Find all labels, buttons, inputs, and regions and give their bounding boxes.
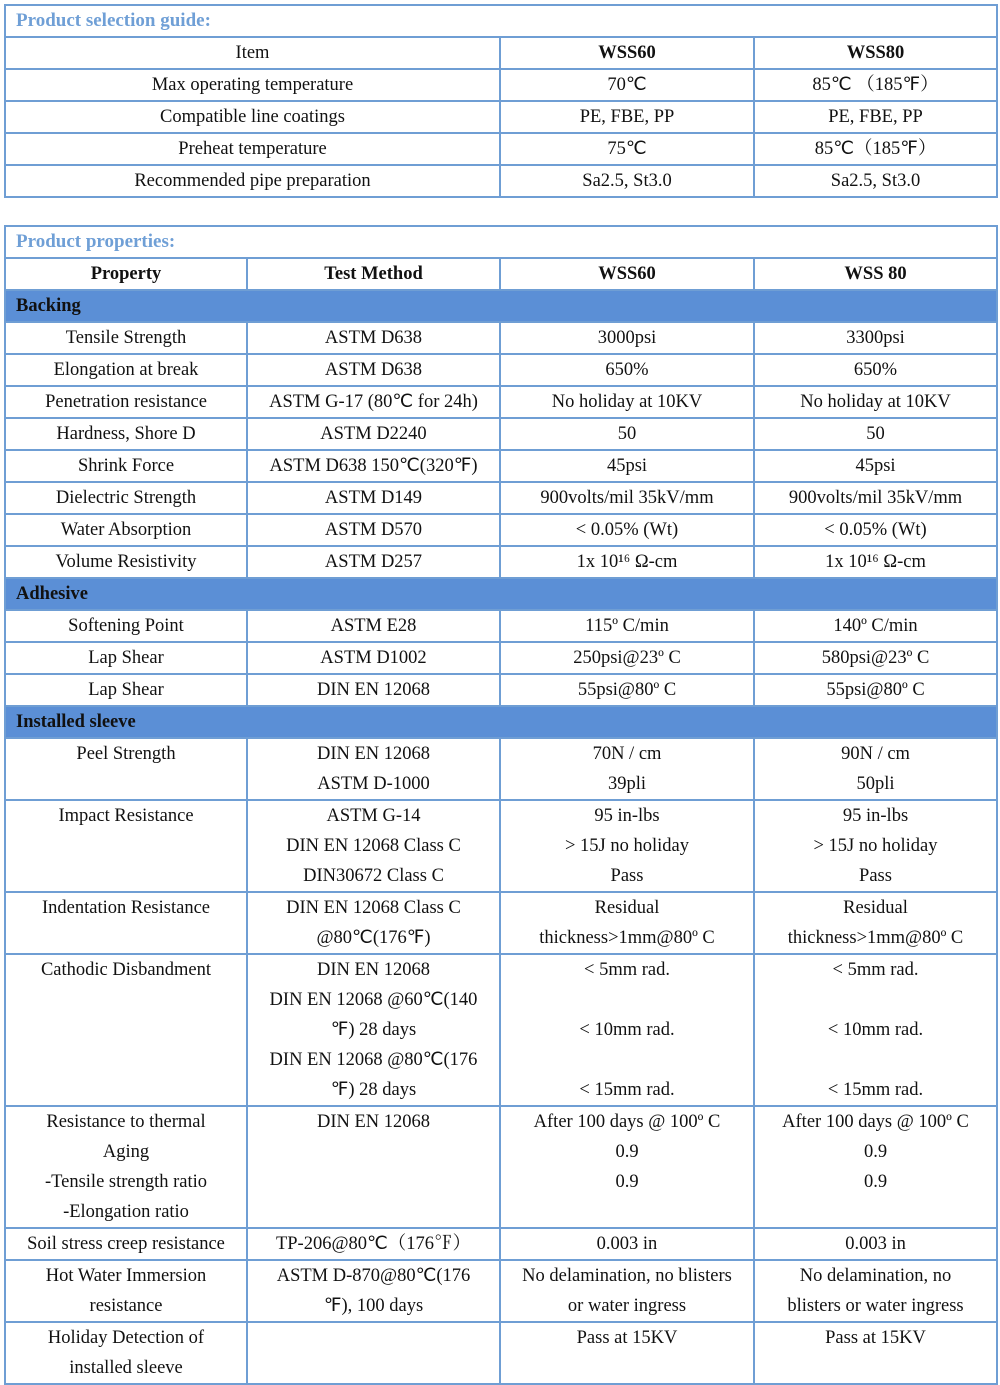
table-cell: No delamination, no blisters or water ingress xyxy=(500,1260,754,1322)
table-cell: Impact Resistance xyxy=(5,800,247,892)
table-cell: DIN EN 12068 xyxy=(247,674,500,706)
table-cell: ASTM E28 xyxy=(247,610,500,642)
table-cell: 85℃ （185℉） xyxy=(754,69,997,101)
table-cell: Shrink Force xyxy=(5,450,247,482)
table-cell: 3300psi xyxy=(754,322,997,354)
table-row xyxy=(5,1322,997,1384)
table-row xyxy=(5,450,997,482)
table-cell: Soil stress creep resistance xyxy=(5,1228,247,1260)
table-cell: Volume Resistivity xyxy=(5,546,247,578)
table-cell: DIN EN 12068 DIN EN 12068 @60℃(140 ℉) 28 days DIN EN 12068 @80℃(176 ℉) 28 days xyxy=(247,954,500,1106)
table-cell: Elongation at break xyxy=(5,354,247,386)
table-row xyxy=(5,322,997,354)
table-cell: < 5mm rad. < 10mm rad. < 15mm rad. xyxy=(500,954,754,1106)
column-header: WSS60 xyxy=(500,37,754,69)
table-cell: Sa2.5, St3.0 xyxy=(500,165,754,197)
table-cell: 650% xyxy=(500,354,754,386)
table-cell: 580psi@23º C xyxy=(754,642,997,674)
table-cell: Dielectric Strength xyxy=(5,482,247,514)
table-cell: Lap Shear xyxy=(5,642,247,674)
table-cell: DIN EN 12068 xyxy=(247,1106,500,1228)
column-header: Test Method xyxy=(247,258,500,290)
table-cell: 50 xyxy=(754,418,997,450)
table-cell: Resistance to thermal Aging -Tensile strength ratio -Elongation ratio xyxy=(5,1106,247,1228)
table-cell: DIN EN 12068 ASTM D-1000 xyxy=(247,738,500,800)
table-cell: After 100 days @ 100º C 0.9 0.9 xyxy=(500,1106,754,1228)
table-cell: No holiday at 10KV xyxy=(754,386,997,418)
table-cell: ASTM G-17 (80℃ for 24h) xyxy=(247,386,500,418)
table-row xyxy=(5,800,997,892)
table-title xyxy=(5,5,997,37)
header-row xyxy=(5,258,997,290)
table-cell: 45psi xyxy=(754,450,997,482)
section-header xyxy=(5,706,997,738)
table-cell: 0.003 in xyxy=(500,1228,754,1260)
table-cell: ASTM D638 150℃(320℉) xyxy=(247,450,500,482)
table-cell: 95 in-lbs > 15J no holiday Pass xyxy=(754,800,997,892)
table-row xyxy=(5,1228,997,1260)
table-cell: < 0.05% (Wt) xyxy=(500,514,754,546)
table-row xyxy=(5,101,997,133)
table-cell: 55psi@80º C xyxy=(754,674,997,706)
table-row xyxy=(5,954,997,1106)
section-header: Backing xyxy=(5,290,997,322)
table-cell: 50 xyxy=(500,418,754,450)
table-cell: 75℃ xyxy=(500,133,754,165)
column-header: Property xyxy=(5,258,247,290)
table-cell: 900volts/mil 35kV/mm xyxy=(500,482,754,514)
table-title: Product selection guide: xyxy=(5,5,997,37)
table-row xyxy=(5,354,997,386)
table-row xyxy=(5,674,997,706)
table-row xyxy=(5,482,997,514)
table-cell: 140º C/min xyxy=(754,610,997,642)
product-properties-table xyxy=(4,225,998,1385)
table-cell: 55psi@80º C xyxy=(500,674,754,706)
column-header: WSS 80 xyxy=(754,258,997,290)
table-cell: ASTM D257 xyxy=(247,546,500,578)
table-cell: Pass at 15KV xyxy=(500,1322,754,1384)
table-cell: Peel Strength xyxy=(5,738,247,800)
table-cell: Sa2.5, St3.0 xyxy=(754,165,997,197)
table-cell: Water Absorption xyxy=(5,514,247,546)
table-row xyxy=(5,546,997,578)
table-cell: Residual thickness>1mm@80º C xyxy=(500,892,754,954)
table-cell xyxy=(247,1322,500,1384)
table-cell: ASTM D149 xyxy=(247,482,500,514)
table-cell: Lap Shear xyxy=(5,674,247,706)
table-cell: No delamination, no blisters or water ingress xyxy=(754,1260,997,1322)
table-cell: 3000psi xyxy=(500,322,754,354)
table-row xyxy=(5,165,997,197)
table-cell: 45psi xyxy=(500,450,754,482)
section-header: Adhesive xyxy=(5,578,997,610)
table-cell: 90N / cm 50pli xyxy=(754,738,997,800)
table-row xyxy=(5,738,997,800)
table-cell: Softening Point xyxy=(5,610,247,642)
table-row xyxy=(5,514,997,546)
table-cell: ASTM D2240 xyxy=(247,418,500,450)
table-row xyxy=(5,386,997,418)
table-cell: 95 in-lbs > 15J no holiday Pass xyxy=(500,800,754,892)
table-cell: ASTM D1002 xyxy=(247,642,500,674)
table-cell: 70N / cm 39pli xyxy=(500,738,754,800)
section-header xyxy=(5,578,997,610)
table-cell: Preheat temperature xyxy=(5,133,500,165)
table-cell: 1x 10¹⁶ Ω-cm xyxy=(500,546,754,578)
table-cell: 650% xyxy=(754,354,997,386)
table-cell: < 5mm rad. < 10mm rad. < 15mm rad. xyxy=(754,954,997,1106)
product-selection-guide-table xyxy=(4,4,998,198)
table-row xyxy=(5,892,997,954)
table-cell: 250psi@23º C xyxy=(500,642,754,674)
table-cell: TP-206@80℃（176℉） xyxy=(247,1228,500,1260)
table-cell: ASTM D638 xyxy=(247,354,500,386)
table-cell: Compatible line coatings xyxy=(5,101,500,133)
table-title xyxy=(5,226,997,258)
column-header: WSS80 xyxy=(754,37,997,69)
section-header: Installed sleeve xyxy=(5,706,997,738)
table-cell: 115º C/min xyxy=(500,610,754,642)
table-cell: Residual thickness>1mm@80º C xyxy=(754,892,997,954)
table-cell: 85℃（185℉） xyxy=(754,133,997,165)
table-cell: Penetration resistance xyxy=(5,386,247,418)
table-cell: Max operating temperature xyxy=(5,69,500,101)
table-cell: < 0.05% (Wt) xyxy=(754,514,997,546)
table-row xyxy=(5,642,997,674)
column-header: WSS60 xyxy=(500,258,754,290)
table-row xyxy=(5,69,997,101)
table-cell: PE, FBE, PP xyxy=(754,101,997,133)
table-cell: Tensile Strength xyxy=(5,322,247,354)
table-cell: Holiday Detection of installed sleeve xyxy=(5,1322,247,1384)
table-cell: ASTM D638 xyxy=(247,322,500,354)
table-cell: ASTM G-14 DIN EN 12068 Class C DIN30672 Class C xyxy=(247,800,500,892)
table-row xyxy=(5,418,997,450)
header-row xyxy=(5,37,997,69)
section-header xyxy=(5,290,997,322)
table-cell: Recommended pipe preparation xyxy=(5,165,500,197)
table-cell: Hot Water Immersion resistance xyxy=(5,1260,247,1322)
table-cell: Cathodic Disbandment xyxy=(5,954,247,1106)
table-cell: Indentation Resistance xyxy=(5,892,247,954)
table-cell: 1x 10¹⁶ Ω-cm xyxy=(754,546,997,578)
table-row xyxy=(5,133,997,165)
column-header: Item xyxy=(5,37,500,69)
table-cell: After 100 days @ 100º C 0.9 0.9 xyxy=(754,1106,997,1228)
table-cell: 0.003 in xyxy=(754,1228,997,1260)
table-cell: 900volts/mil 35kV/mm xyxy=(754,482,997,514)
table-cell: ASTM D-870@80℃(176 ℉), 100 days xyxy=(247,1260,500,1322)
table-row xyxy=(5,610,997,642)
table-title: Product properties: xyxy=(5,226,997,258)
table-cell: 70℃ xyxy=(500,69,754,101)
table-cell: Hardness, Shore D xyxy=(5,418,247,450)
table-cell: DIN EN 12068 Class C @80℃(176℉) xyxy=(247,892,500,954)
table-cell: No holiday at 10KV xyxy=(500,386,754,418)
table-cell: PE, FBE, PP xyxy=(500,101,754,133)
table-cell: Pass at 15KV xyxy=(754,1322,997,1384)
table-row xyxy=(5,1260,997,1322)
table-cell: ASTM D570 xyxy=(247,514,500,546)
table-row xyxy=(5,1106,997,1228)
